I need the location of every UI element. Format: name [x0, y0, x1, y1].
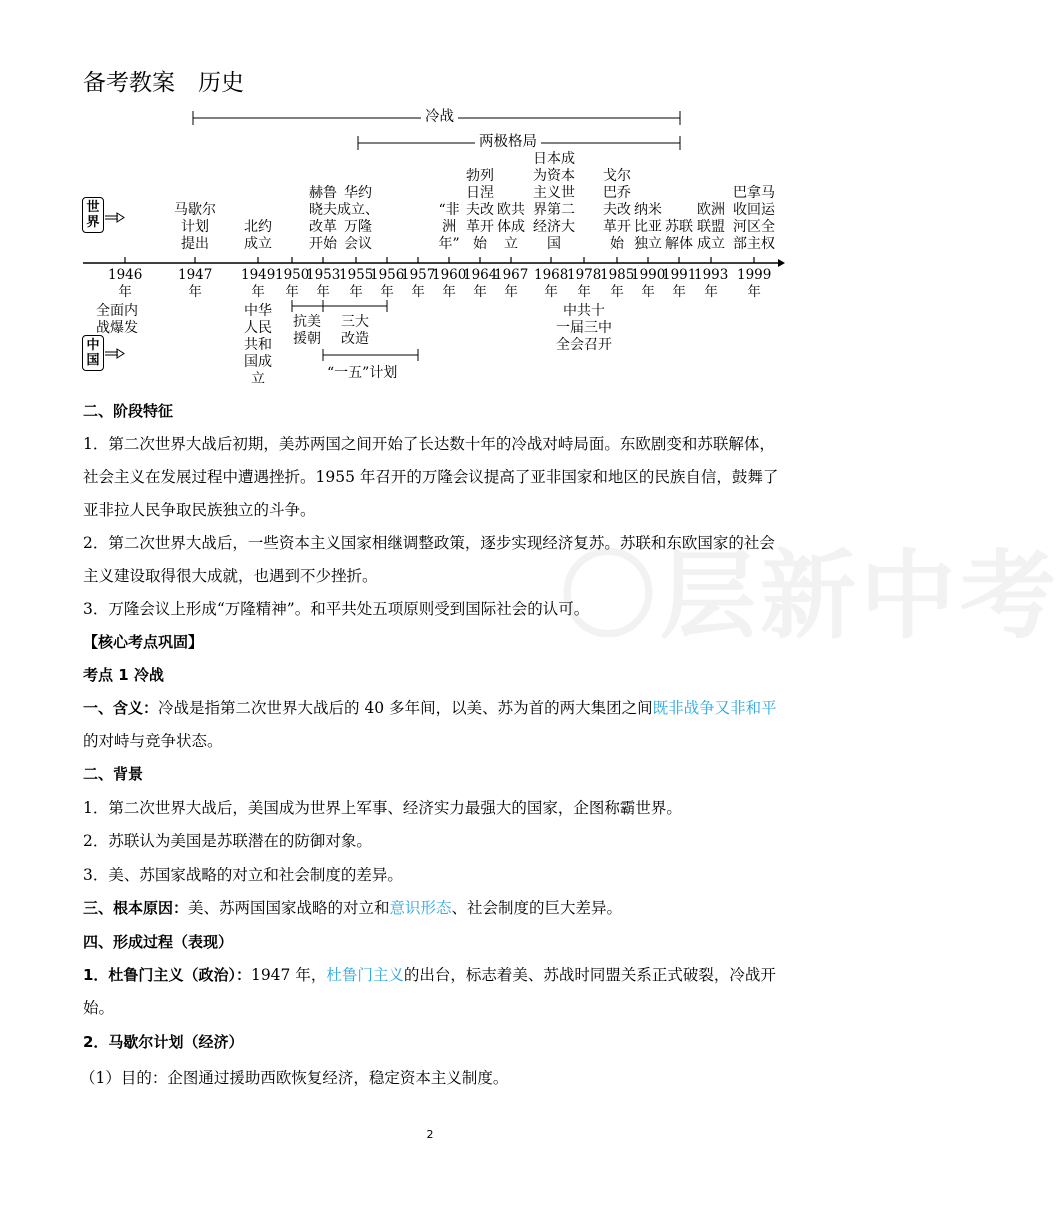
cold-war-meaning: [83, 692, 782, 758]
china-event-korea: 抗美 援朝: [293, 314, 321, 347]
root-cause-label: 三、根本原因：: [83, 899, 189, 917]
year-number: 1978: [567, 267, 602, 283]
meaning-highlight: 既非战争又非和平: [652, 699, 777, 717]
year-number: 1949: [241, 267, 276, 283]
timeline-year: [463, 267, 497, 301]
page-number: 2: [426, 1128, 434, 1141]
world-event: “非 洲 年”: [438, 202, 460, 252]
year-number: 1967: [494, 267, 529, 283]
year-number: 1968: [534, 267, 569, 283]
world-event: 苏联 解体: [665, 219, 693, 252]
marshall-heading: 2．马歇尔计划（经济）: [83, 1033, 244, 1051]
root-cause-text-end: 、社会制度的巨大差异。: [451, 899, 623, 917]
root-cause-text: 美、苏两国国家战略的对立和: [188, 899, 390, 917]
china-label: 中 国: [82, 335, 104, 371]
year-number: 1964: [463, 267, 498, 283]
china-event-prc: 中华 人民 共和 国成 立: [244, 303, 272, 387]
world-event: 欧洲 联盟 成立: [697, 202, 725, 252]
background-item-1: 1．第二次世界大战后，美国成为世界上军事、经济实力最强大的国家，企图称霸世界。: [83, 799, 682, 817]
year-unit: 年: [251, 284, 265, 300]
marshall-purpose: （1）目的：企图通过援助西欧恢复经济，稳定资本主义制度。: [80, 1069, 509, 1087]
year-unit: 年: [349, 284, 363, 300]
timeline-year: [432, 267, 466, 301]
year-unit: 年: [641, 284, 655, 300]
year-number: 1946: [108, 267, 143, 283]
timeline-year: [567, 267, 601, 301]
timeline-year: [534, 267, 568, 301]
world-event: 戈尔 巴乔 夫改 革开 始: [603, 168, 631, 252]
timeline-year: [339, 267, 373, 301]
root-cause: [83, 892, 782, 925]
year-number: 1991: [662, 267, 697, 283]
year-number: 1999: [737, 267, 772, 283]
root-cause-highlight: 意识形态: [389, 899, 452, 917]
process-heading: 四、形成过程（表现）: [83, 933, 234, 951]
stage-para-3: 3．万隆会议上形成“万隆精神”。和平共处五项原则受到国际社会的认可。: [83, 600, 590, 618]
background-heading: 二、背景: [83, 765, 144, 783]
meaning-text: 冷战是指第二次世界大战后的 40 多年间，以美、苏为首的两大集团之间: [158, 699, 653, 717]
meaning-label: 一、含义：: [83, 699, 159, 717]
section-heading-stage: 二、阶段特征: [83, 402, 174, 420]
background-item-2: 2．苏联认为美国是苏联潜在的防御对象。: [83, 832, 372, 850]
year-unit: 年: [610, 284, 624, 300]
world-event: 北约 成立: [244, 219, 272, 252]
background-item-3: 3．美、苏国家战略的对立和社会制度的差异。: [83, 866, 403, 884]
year-number: 1955: [339, 267, 374, 283]
year-unit: 年: [704, 284, 718, 300]
year-number: 1953: [306, 267, 341, 283]
world-event: 巴拿马 收回运 河区全 部主权: [733, 185, 775, 252]
timeline-year: [108, 267, 142, 301]
china-event-reform: 三大 改造: [341, 314, 369, 347]
timeline-year: [662, 267, 696, 301]
truman-highlight: 杜鲁门主义: [326, 966, 404, 984]
world-event: 纳米 比亚 独立: [634, 202, 662, 252]
truman-label: 1．杜鲁门主义（政治）：: [83, 966, 251, 984]
bipolar-label: 两极格局: [475, 134, 541, 151]
year-number: 1950: [275, 267, 310, 283]
year-number: 1960: [432, 267, 467, 283]
year-unit: 年: [285, 284, 299, 300]
year-number: 1957: [401, 267, 436, 283]
world-event: 日本成 为资本 主义世 界第二 经济大 国: [533, 151, 575, 252]
timeline-year: [737, 267, 771, 301]
world-event: 欧共 体成 立: [497, 202, 525, 252]
world-event: 马歇尔 计划 提出: [174, 202, 216, 252]
year-number: 1956: [370, 267, 405, 283]
core-points-heading: 【核心考点巩固】: [83, 633, 204, 651]
timeline-year: [401, 267, 435, 301]
china-event-civil-war: 全面内 战爆发: [96, 303, 138, 336]
year-unit: 年: [672, 284, 686, 300]
year-unit: 年: [380, 284, 394, 300]
timeline-year: [370, 267, 404, 301]
year-unit: 年: [411, 284, 425, 300]
year-number: 1947: [178, 267, 213, 283]
world-label: 世 界: [82, 197, 104, 233]
year-unit: 年: [316, 284, 330, 300]
china-event-plenum: 中共十 一届三中 全会召开: [556, 303, 612, 353]
timeline-year: [275, 267, 309, 301]
year-unit: 年: [188, 284, 202, 300]
watermark: 〇层新中考: [560, 540, 1060, 652]
page-header-title: 备考教案 历史: [83, 70, 244, 96]
timeline-lines: [0, 0, 860, 400]
year-unit: 年: [473, 284, 487, 300]
year-number: 1985: [600, 267, 635, 283]
timeline-year: [241, 267, 275, 301]
year-unit: 年: [118, 284, 132, 300]
year-unit: 年: [504, 284, 518, 300]
truman-doctrine: [83, 959, 782, 1025]
truman-text: 1947 年，: [250, 966, 327, 984]
stage-para-1: 1．第二次世界大战后初期，美苏两国之间开始了长达数十年的冷战对峙局面。东欧剧变和苏联解体，社会主义在发展过程中遭遇挫折。1955 年召开的万隆会议提高了亚非国家和地区的民族自信，鼓舞了亚非拉人民争取民族独立的斗争。: [83, 435, 779, 519]
year-unit: 年: [577, 284, 591, 300]
year-unit: 年: [442, 284, 456, 300]
year-unit: 年: [747, 284, 761, 300]
stage-para-2: 2．第二次世界大战后，一些资本主义国家相继调整政策，逐步实现经济复苏。苏联和东欧国家的社会主义建设取得很大成就，也遇到不少挫折。: [83, 534, 775, 585]
year-number: 1990: [631, 267, 666, 283]
china-event-plan: “一五”计划: [327, 365, 398, 381]
world-event: 华约 成立、 万隆 会议: [337, 185, 379, 252]
year-unit: 年: [544, 284, 558, 300]
world-event: 勃列 日涅 夫改 革开 始: [466, 168, 494, 252]
truman-text-end: 的出台，标志着美、苏战时同盟关系正式破裂，冷战开始。: [83, 966, 776, 1017]
timeline-year: [178, 267, 212, 301]
timeline-year: [694, 267, 728, 301]
timeline-year: [306, 267, 340, 301]
timeline-year: [494, 267, 528, 301]
world-event: 赫鲁 晓夫 改革 开始: [309, 185, 337, 252]
meaning-text-end: 的对峙与竞争状态。: [83, 732, 223, 750]
timeline-year: [600, 267, 634, 301]
year-number: 1993: [694, 267, 729, 283]
timeline-year: [631, 267, 665, 301]
point-1-heading: 考点 1 冷战: [83, 666, 164, 684]
cold-war-label: 冷战: [421, 109, 458, 126]
